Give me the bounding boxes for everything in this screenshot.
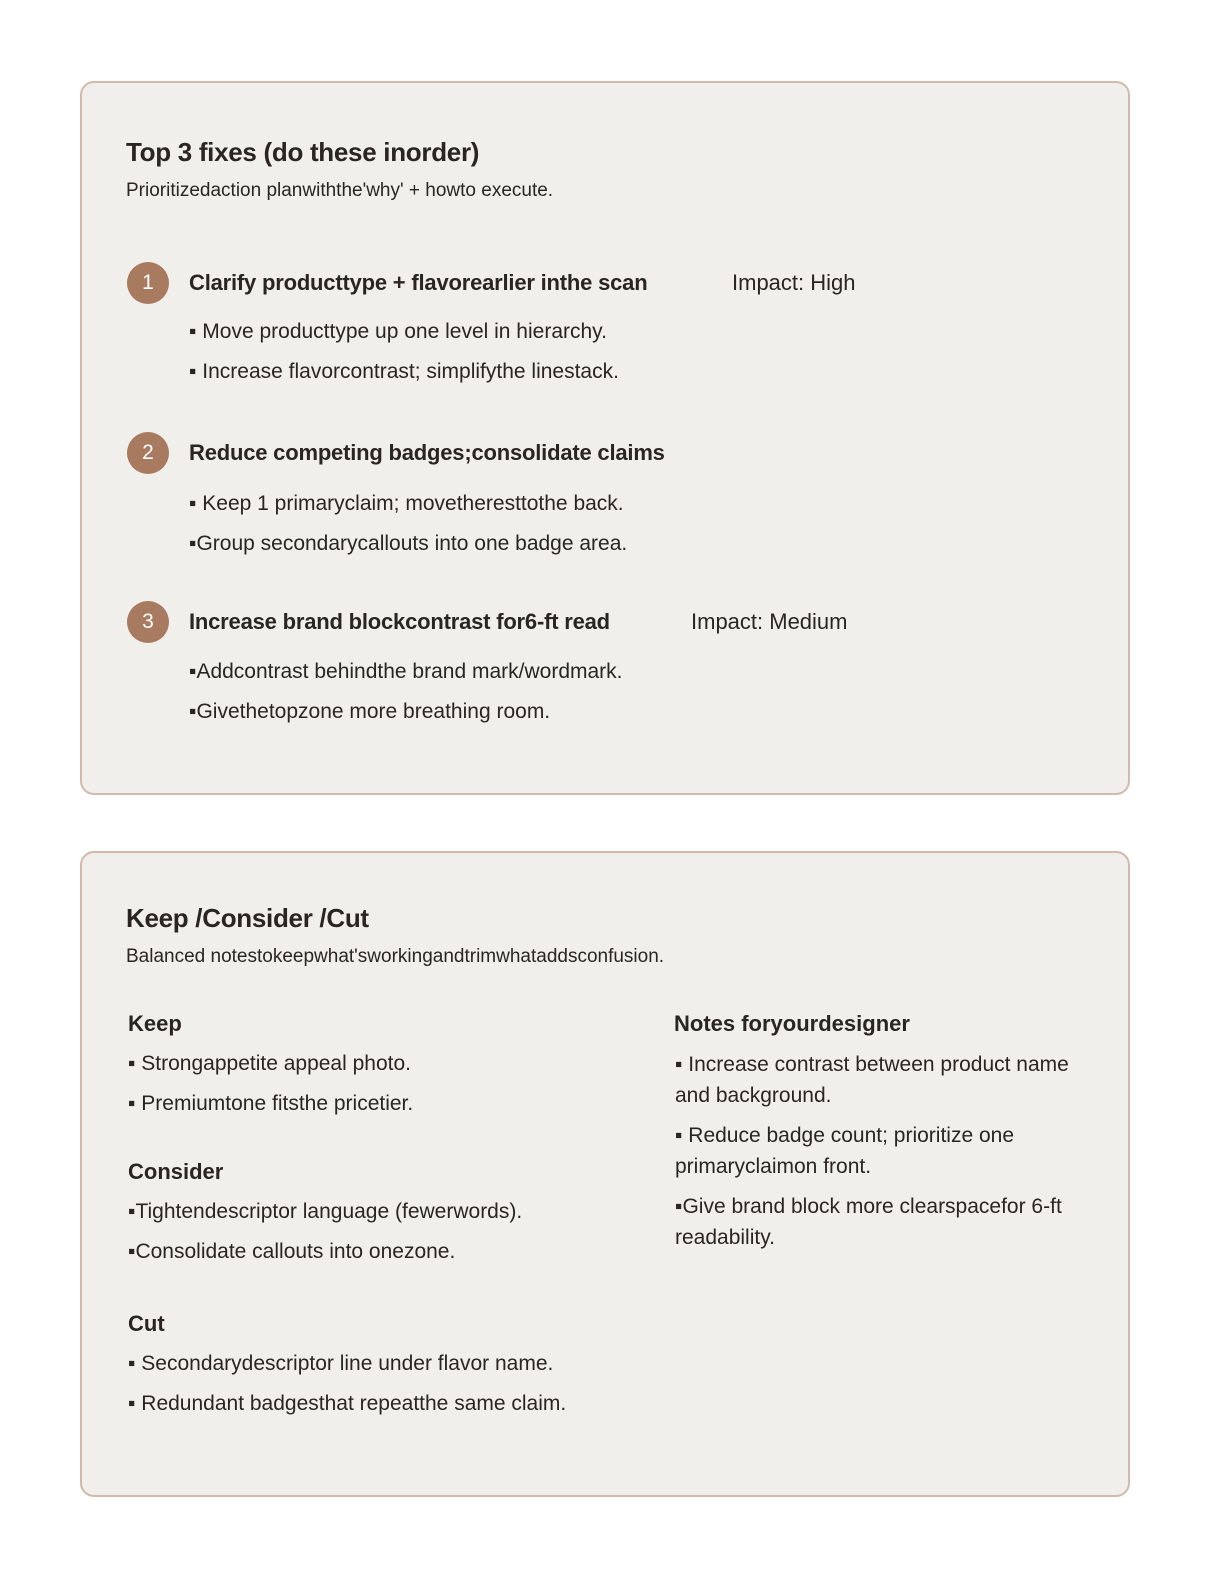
notes-bullet: ▪ Increase contrast between product name and background.	[675, 1053, 1069, 1107]
keep-bullet: ▪ Premiumtone fitsthe pricetier.	[128, 1092, 414, 1115]
top-fixes-card	[80, 81, 1130, 795]
keep-heading: Keep	[128, 1011, 182, 1036]
cut-bullet: ▪ Redundant badgesthat repeatthe same claim.	[128, 1392, 567, 1415]
notes-heading: Notes foryourdesigner	[674, 1011, 910, 1036]
fix-title: Reduce competing badges;consolidate claims	[189, 440, 665, 465]
fix-number-badge: 1	[127, 262, 169, 304]
keep-bullet: ▪ Strongappetite appeal photo.	[128, 1052, 411, 1075]
consider-bullet: ▪Consolidate callouts into onezone.	[128, 1240, 456, 1263]
impact-label: Impact: Medium	[691, 609, 848, 634]
notes-bullet: ▪Give brand block more clearspacefor 6-ft readability.	[675, 1195, 1062, 1249]
cut-bullet: ▪ Secondarydescriptor line under flavor name.	[128, 1352, 554, 1375]
card-title: Top 3 fixes (do these inorder)	[126, 137, 480, 167]
impact-label: Impact: High	[732, 270, 856, 295]
card-subtitle: Balanced notestokeepwhat'sworkingandtrimwhataddsconfusion.	[126, 946, 665, 967]
fix-title: Clarify producttype + flavorearlier inthe scan	[189, 270, 648, 295]
fix-number-badge: 3	[127, 601, 169, 643]
card-subtitle: Prioritizedaction planwiththe'why' + howto execute.	[126, 180, 554, 201]
notes-bullet: ▪ Reduce badge count; prioritize one primaryclaimon front.	[675, 1124, 1014, 1178]
fix-bullet: ▪ Move producttype up one level in hierarchy.	[189, 320, 607, 343]
cut-heading: Cut	[128, 1311, 165, 1336]
fix-bullet: ▪ Keep 1 primaryclaim; movetheresttothe back.	[189, 492, 624, 515]
fix-number-badge: 2	[127, 432, 169, 474]
fix-title: Increase brand blockcontrast for6-ft read	[189, 609, 610, 634]
consider-heading: Consider	[128, 1159, 224, 1184]
fix-bullet: ▪Givethetopzone more breathing room.	[189, 700, 551, 723]
consider-bullet: ▪Tightendescriptor language (fewerwords).	[128, 1200, 523, 1223]
keep-consider-cut-card	[80, 851, 1130, 1497]
fix-bullet: ▪Group secondarycallouts into one badge area.	[189, 532, 628, 555]
fix-bullet: ▪ Increase flavorcontrast; simplifythe linestack.	[189, 360, 619, 383]
fix-bullet: ▪Addcontrast behindthe brand mark/wordmark.	[189, 660, 623, 683]
card-title: Keep /Consider /Cut	[126, 903, 369, 933]
